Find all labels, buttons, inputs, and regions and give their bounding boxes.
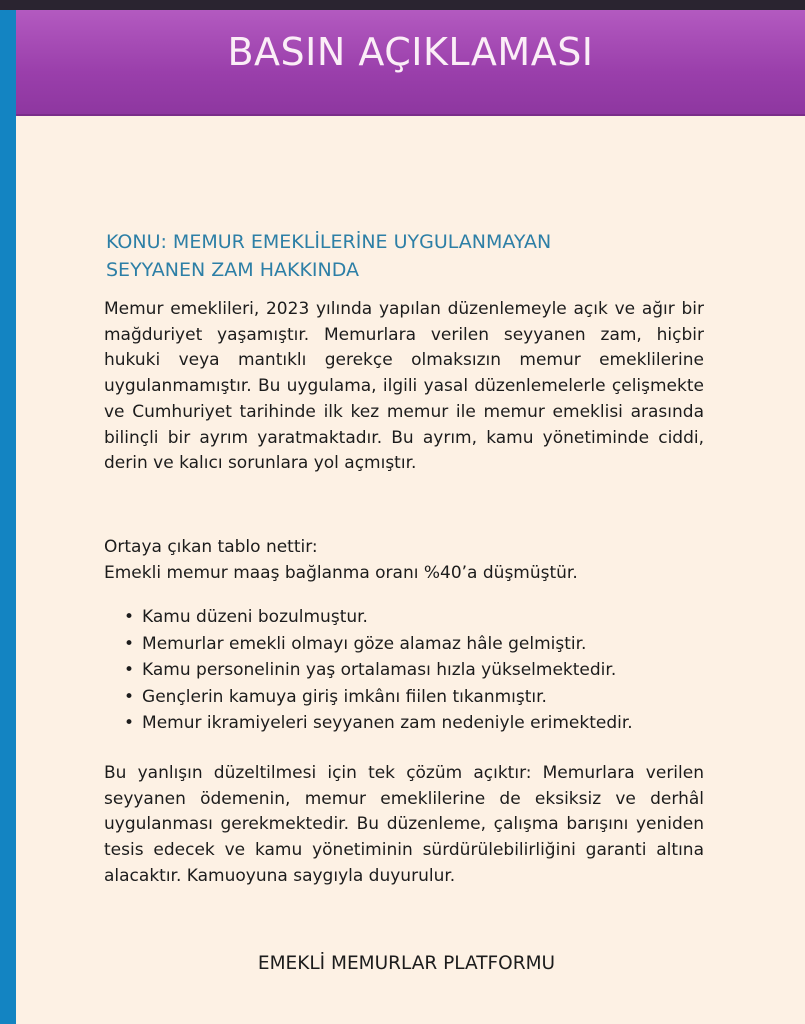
- bullet-icon: •: [124, 660, 135, 680]
- list-item-text: Memurlar emekli olmayı göze alamaz hâle gelmiştir.: [142, 633, 587, 654]
- intro-block: [104, 535, 704, 586]
- list-item-text: Kamu personelinin yaş ortalaması hızla yükselmektedir.: [142, 660, 617, 680]
- intro-line-1: Ortaya çıkan tablo nettir:: [104, 537, 318, 557]
- subject-line-2: SEYYANEN ZAM HAKKINDA: [106, 259, 360, 281]
- list-item-text: Memur ikramiyeleri seyyanen zam nedeniyle erimektedir.: [142, 713, 633, 733]
- bullet-icon: •: [124, 713, 135, 733]
- bullet-icon: •: [124, 633, 135, 654]
- body-paragraph-2: Bu yanlışın düzeltilmesi için tek çözüm açıktır: Memurlara verilen seyyanen ödemenin, memur emeklilerine de eksiksiz ve derhâl uygulanması gerekmektedir. Bu düzenleme, çalışma barışını yeniden tesis edecek ve kamu yönetiminin sürdürülebilirliğini garanti altına alacaktır. Kamuoyuna saygıyla duyurulur.: [104, 763, 704, 886]
- list-item-text: Kamu düzeni bozulmuştur.: [142, 607, 368, 627]
- list-item: [124, 710, 633, 737]
- list-item: [124, 604, 633, 631]
- top-strip: [0, 0, 805, 10]
- header-banner: [16, 10, 805, 116]
- page-title: BASIN AÇIKLAMASI: [227, 30, 594, 74]
- subject-line-1: KONU: MEMUR EMEKLİLERİNE UYGULANMAYAN: [106, 231, 552, 253]
- body-paragraph-1: Memur emeklileri, 2023 yılında yapılan düzenlemeyle açık ve ağır bir mağduriyet yaşamıştır. Memurlara verilen seyyanen zam, hiçbir hukuki veya mantıklı gerekçe olmaksızın memur emeklilerine uygulanmamıştır. Bu uygulama, ilgili yasal düzenlemelerle çelişmekte ve Cumhuriyet tarihinde ilk kez memur ile memur emeklisi arasında bilinçli bir ayrım yaratmaktadır. Bu ayrım, kamu yönetiminde ciddi, derin ve kalıcı sorunlara yol açmıştır.: [104, 299, 704, 474]
- subject-heading: [106, 228, 666, 284]
- intro-line-2: Emekli memur maaş bağlanma oranı %40’a düşmüştür.: [104, 562, 578, 583]
- signature: EMEKLİ MEMURLAR PLATFORMU: [257, 953, 556, 974]
- list-item: [124, 684, 633, 711]
- bullet-list: [124, 604, 633, 737]
- list-item: [124, 657, 633, 684]
- list-item-text: Gençlerin kamuya giriş imkânı fiilen tıkanmıştır.: [142, 686, 547, 707]
- list-item: [124, 631, 633, 658]
- bullet-icon: •: [124, 607, 135, 627]
- bullet-icon: •: [124, 686, 135, 707]
- left-accent-bar: [0, 10, 16, 1024]
